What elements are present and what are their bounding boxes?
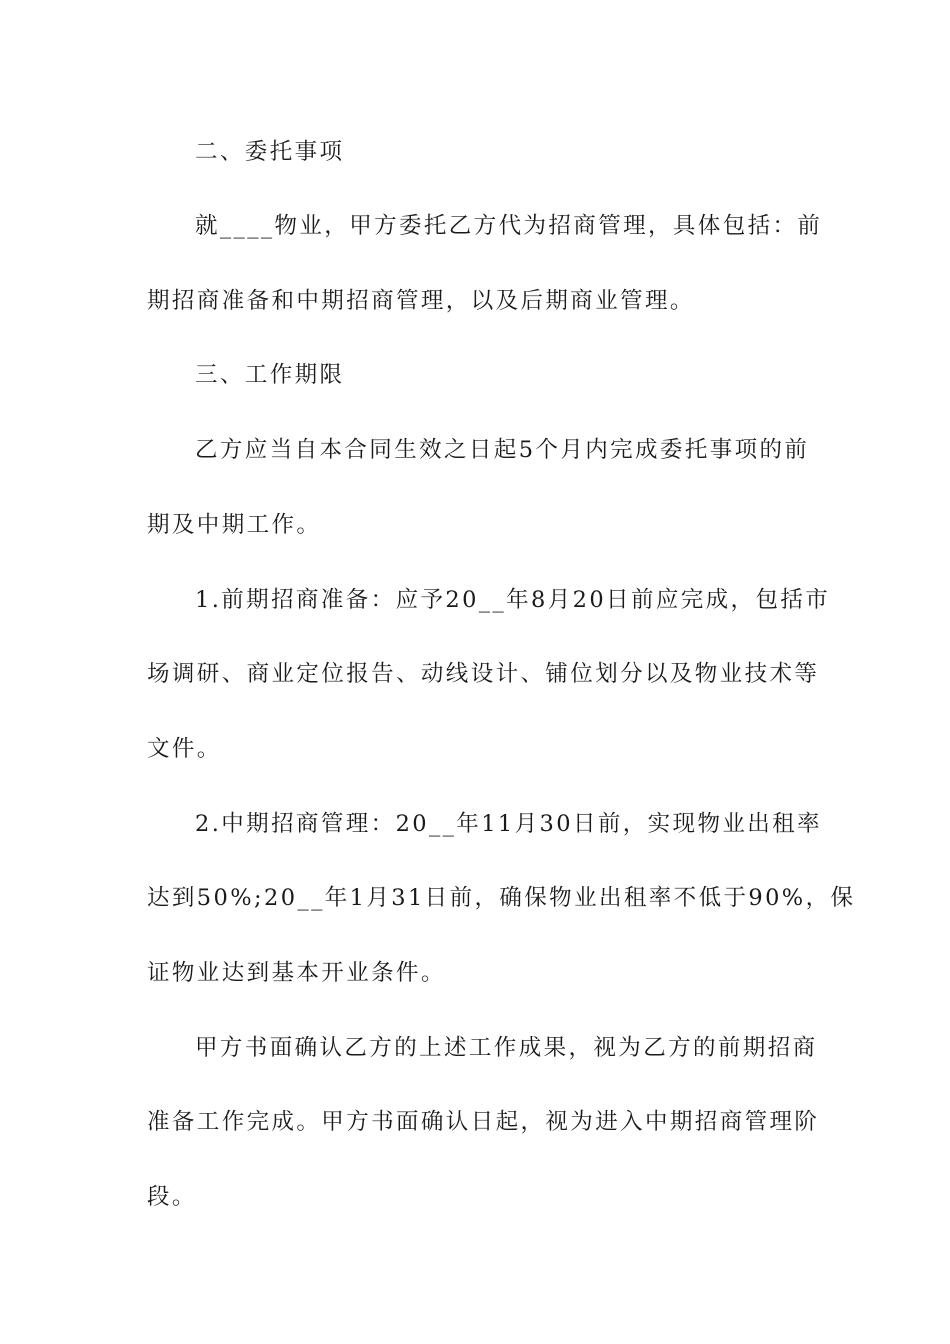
paragraph-line: 甲方书面确认乙方的上述工作成果，视为乙方的前期招商 [195, 1035, 818, 1061]
paragraph-line: 期及中期工作。 [147, 512, 322, 538]
paragraph-line: 乙方应当自本合同生效之日起5个月内完成委托事项的前 [195, 437, 810, 463]
list-item-line: 2.中期招商管理：20__年11月30日前，实现物业出租率 [195, 811, 822, 837]
paragraph-line: 就____物业，甲方委托乙方代为招商管理，具体包括：前 [195, 213, 823, 239]
section-heading-entrusted-matters: 二、委托事项 [195, 139, 345, 165]
list-item-line: 文件。 [147, 736, 222, 762]
section-heading-work-period: 三、工作期限 [195, 362, 345, 388]
paragraph-line: 期招商准备和中期招商管理，以及后期商业管理。 [147, 288, 695, 314]
paragraph-line: 准备工作完成。甲方书面确认日起，视为进入中期招商管理阶 [147, 1109, 820, 1135]
list-item-line: 1.前期招商准备：应予20__年8月20日前应完成，包括市 [195, 587, 831, 613]
paragraph-line: 段。 [147, 1184, 197, 1210]
list-item-line: 达到50%;20__年1月31日前，确保物业出租率不低于90%，保 [147, 885, 856, 911]
list-item-line: 场调研、商业定位报告、动线设计、铺位划分以及物业技术等 [147, 661, 820, 687]
list-item-line: 证物业达到基本开业条件。 [147, 960, 446, 986]
